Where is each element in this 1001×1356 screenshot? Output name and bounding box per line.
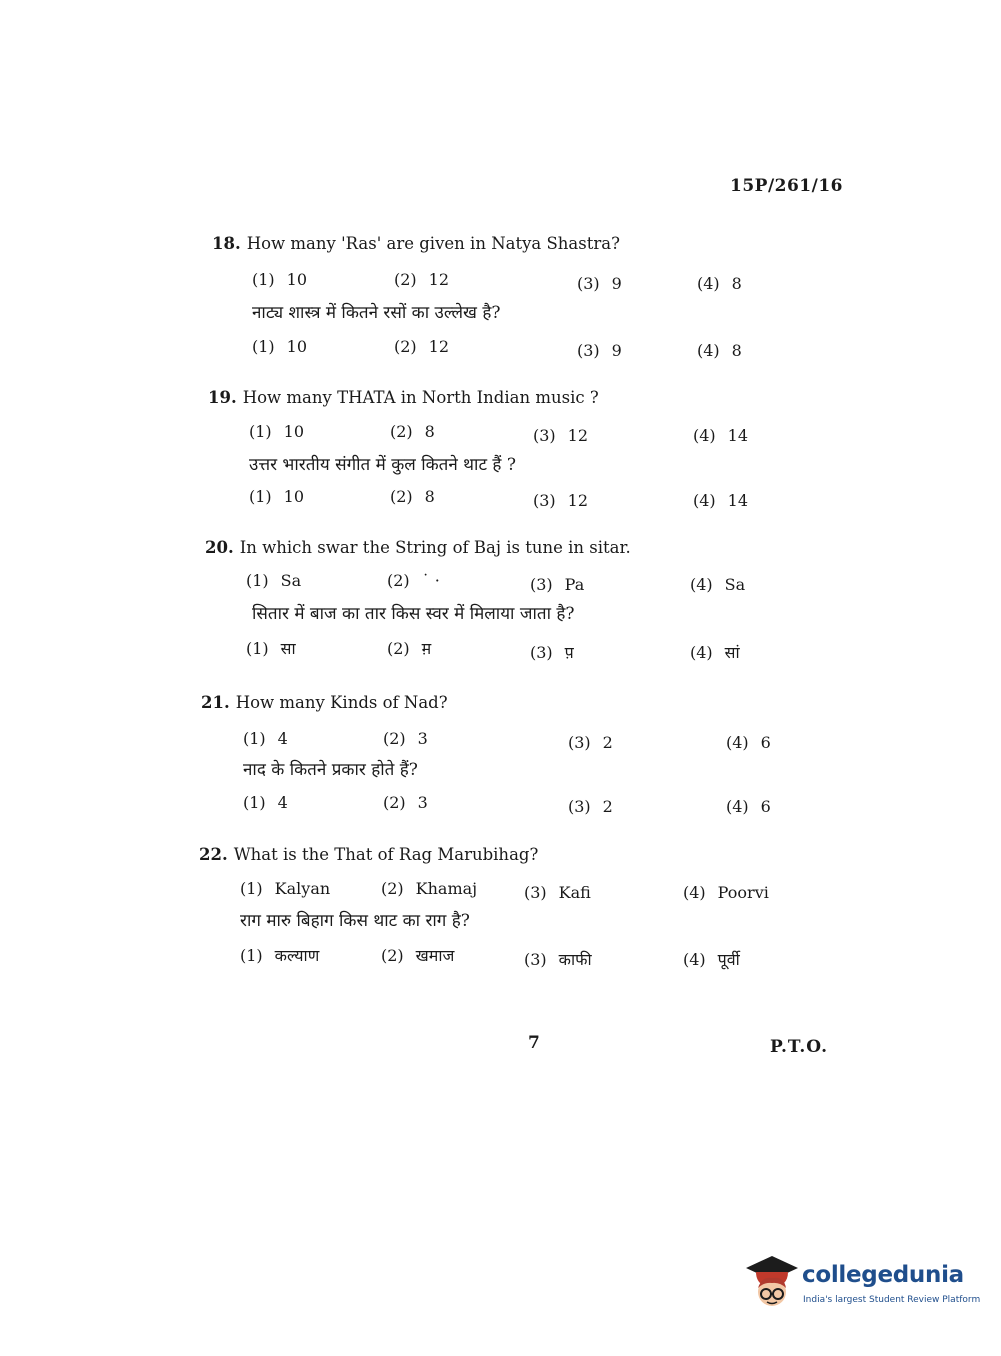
- option-number: (1): [246, 639, 269, 658]
- english-option: [533, 426, 588, 445]
- option-value: 8: [731, 274, 742, 293]
- option-value: Khamaj: [415, 879, 478, 898]
- brand-tagline: India's largest Student Review Platform: [803, 1295, 981, 1305]
- question-number: 19.: [208, 388, 237, 407]
- option-number: (4): [690, 575, 713, 594]
- option-number: (1): [243, 729, 266, 748]
- english-option: [690, 575, 745, 594]
- page-number: 7: [528, 1033, 540, 1053]
- hindi-option: [383, 793, 428, 812]
- english-option: [390, 422, 435, 441]
- hindi-option: [533, 491, 588, 510]
- english-option: [240, 879, 330, 898]
- option-number: (4): [697, 341, 720, 360]
- question-hindi: उत्तर भारतीय संगीत में कुल कितने थाट हैं ?: [249, 455, 516, 475]
- option-number: (3): [568, 797, 591, 816]
- english-option: [726, 733, 771, 752]
- option-value: 10: [283, 487, 305, 506]
- option-value: 12: [567, 491, 589, 510]
- option-number: (3): [524, 950, 547, 969]
- option-number: (2): [394, 270, 417, 289]
- option-value: 4: [277, 793, 288, 812]
- option-value: 9: [611, 341, 622, 360]
- english-option: [387, 571, 440, 590]
- mascot-icon: [742, 1250, 800, 1312]
- question-english: How many 'Ras' are given in Natya Shastra?: [246, 234, 620, 253]
- option-value: Kafi: [558, 883, 591, 902]
- option-value: 3: [417, 793, 428, 812]
- paper-code: 15P/261/16: [730, 176, 844, 196]
- english-option: [568, 733, 613, 752]
- option-value: ˙ ·: [421, 571, 440, 590]
- option-value: 10: [286, 337, 308, 356]
- question-number: 21.: [201, 693, 230, 712]
- question-hindi: नाद के कितने प्रकार होते हैं?: [243, 760, 418, 780]
- english-option: [381, 879, 477, 898]
- option-value: 3: [417, 729, 428, 748]
- hindi-option: [390, 487, 435, 506]
- hindi-option: [577, 341, 622, 360]
- option-number: (2): [394, 337, 417, 356]
- question-english: In which swar the String of Baj is tune in sitar.: [239, 538, 631, 557]
- option-value: Pa: [564, 575, 585, 594]
- option-number: (1): [249, 487, 272, 506]
- option-value: 8: [731, 341, 742, 360]
- question-number: 20.: [205, 538, 234, 557]
- option-number: (2): [387, 639, 410, 658]
- option-number: (1): [252, 270, 275, 289]
- option-value: 14: [727, 426, 749, 445]
- option-number: (3): [577, 341, 600, 360]
- option-value: पूर्वी: [717, 950, 740, 969]
- option-value: खमाज: [415, 946, 455, 965]
- hindi-option: [387, 637, 431, 659]
- option-number: (1): [252, 337, 275, 356]
- option-value: Sa: [724, 575, 746, 594]
- question-english: How many Kinds of Nad?: [235, 693, 448, 712]
- option-value: सां: [724, 643, 740, 662]
- option-number: (3): [530, 575, 553, 594]
- option-value: 2: [602, 797, 613, 816]
- option-value: काफी: [558, 950, 592, 969]
- english-option: [683, 883, 769, 902]
- option-number: (1): [243, 793, 266, 812]
- question-hindi: राग मारु बिहाग किस थाट का राग है?: [240, 911, 470, 931]
- question-english: What is the That of Rag Marubihag?: [233, 845, 539, 864]
- option-value: प़: [564, 643, 574, 662]
- option-number: (4): [693, 491, 716, 510]
- option-number: (2): [387, 571, 410, 590]
- english-option: [243, 729, 288, 748]
- option-number: (3): [533, 426, 556, 445]
- english-option: [530, 575, 584, 594]
- option-value: 9: [611, 274, 622, 293]
- option-number: (4): [693, 426, 716, 445]
- english-option: [383, 729, 428, 748]
- option-value: सा: [280, 639, 296, 658]
- hindi-option: [240, 944, 319, 966]
- option-number: (4): [690, 643, 713, 662]
- question-hindi: सितार में बाज का तार किस स्वर में मिलाया जाता है?: [252, 604, 575, 624]
- option-number: (1): [246, 571, 269, 590]
- option-number: (2): [381, 879, 404, 898]
- option-value: 6: [760, 797, 771, 816]
- english-option: [577, 274, 622, 293]
- option-number: (2): [390, 487, 413, 506]
- option-value: 14: [727, 491, 749, 510]
- option-number: (3): [577, 274, 600, 293]
- hindi-option: [252, 337, 307, 356]
- option-number: (2): [381, 946, 404, 965]
- hindi-option: [243, 793, 288, 812]
- option-value: 2: [602, 733, 613, 752]
- option-value: 6: [760, 733, 771, 752]
- option-number: (1): [240, 946, 263, 965]
- hindi-option: [530, 641, 574, 663]
- option-number: (4): [726, 797, 749, 816]
- english-option: [394, 270, 449, 289]
- english-option: [524, 883, 591, 902]
- question-text: [208, 388, 599, 407]
- question-text: [199, 845, 538, 864]
- option-number: (2): [383, 729, 406, 748]
- option-number: (4): [726, 733, 749, 752]
- option-number: (3): [530, 643, 553, 662]
- hindi-option: [690, 641, 740, 663]
- option-value: 10: [286, 270, 308, 289]
- question-hindi: नाट्य शास्त्र में कितने रसों का उल्लेख है?: [252, 303, 501, 323]
- question-number: 18.: [212, 234, 241, 253]
- option-number: (2): [383, 793, 406, 812]
- option-value: 12: [428, 270, 450, 289]
- option-value: 8: [424, 487, 435, 506]
- option-value: Kalyan: [274, 879, 331, 898]
- english-option: [697, 274, 742, 293]
- hindi-option: [693, 491, 748, 510]
- english-option: [249, 422, 304, 441]
- question-text: [205, 538, 631, 557]
- option-value: 12: [428, 337, 450, 356]
- option-number: (1): [240, 879, 263, 898]
- option-value: Poorvi: [717, 883, 769, 902]
- question-number: 22.: [199, 845, 228, 864]
- pto-label: P.T.O.: [770, 1037, 828, 1057]
- hindi-option: [726, 797, 771, 816]
- hindi-option: [381, 944, 454, 966]
- question-english: How many THATA in North Indian music ?: [242, 388, 599, 407]
- hindi-option: [524, 948, 592, 970]
- option-number: (4): [683, 883, 706, 902]
- english-option: [693, 426, 748, 445]
- option-value: 10: [283, 422, 305, 441]
- hindi-option: [246, 637, 296, 659]
- option-number: (4): [697, 274, 720, 293]
- option-number: (4): [683, 950, 706, 969]
- english-option: [252, 270, 307, 289]
- hindi-option: [568, 797, 613, 816]
- hindi-option: [394, 337, 449, 356]
- question-text: [212, 234, 620, 253]
- hindi-option: [697, 341, 742, 360]
- option-number: (3): [533, 491, 556, 510]
- option-value: 4: [277, 729, 288, 748]
- collegedunia-logo: [742, 1250, 981, 1320]
- english-option: [246, 571, 301, 590]
- question-text: [201, 693, 448, 712]
- option-value: Sa: [280, 571, 302, 590]
- option-number: (1): [249, 422, 272, 441]
- option-number: (3): [568, 733, 591, 752]
- hindi-option: [683, 948, 740, 970]
- brand-name: collegedunia: [802, 1262, 964, 1288]
- option-value: 12: [567, 426, 589, 445]
- hindi-option: [249, 487, 304, 506]
- option-number: (2): [390, 422, 413, 441]
- option-value: म़: [421, 639, 432, 658]
- option-number: (3): [524, 883, 547, 902]
- option-value: कल्याण: [274, 946, 320, 965]
- option-value: 8: [424, 422, 435, 441]
